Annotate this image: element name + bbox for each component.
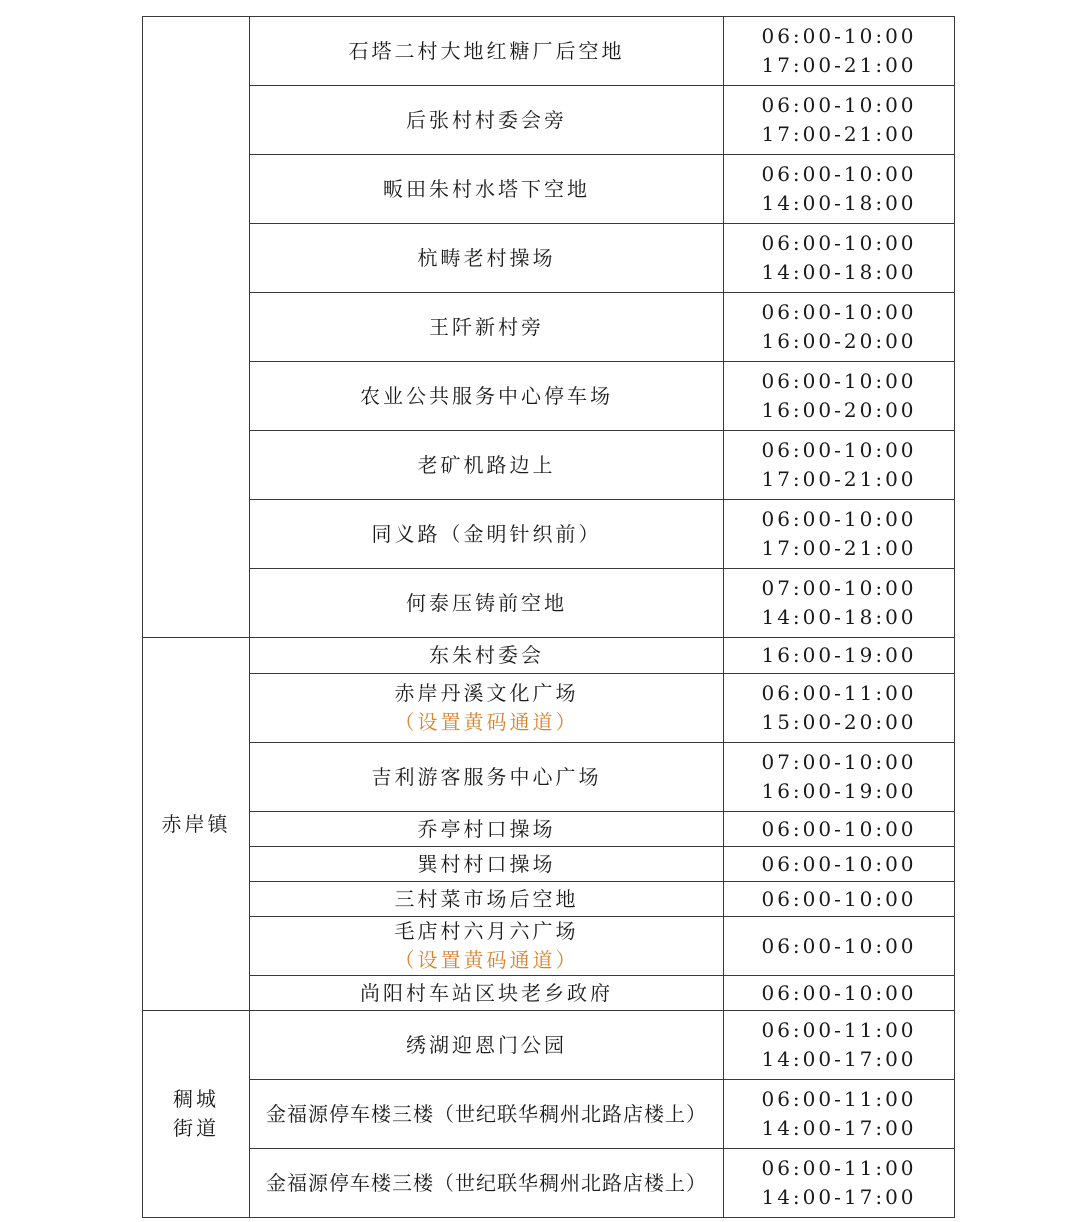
time-cell — [724, 17, 955, 86]
site-cell: 东朱村委会 — [250, 638, 724, 674]
site-cell: 农业公共服务中心停车场 — [250, 362, 724, 431]
table-row — [143, 17, 955, 86]
time-slot: 14:00-18:00 — [761, 260, 917, 284]
time-slot: 16:00-20:00 — [761, 329, 917, 353]
yellow-code-note: （设置黄码通道） — [394, 710, 579, 734]
time-slot: 06:00-11:00 — [761, 1018, 917, 1042]
table-row — [143, 638, 955, 674]
time-slot: 06:00-10:00 — [761, 507, 917, 531]
table-row — [143, 812, 955, 847]
district-cell — [143, 1011, 250, 1218]
yellow-code-note: （设置黄码通道） — [394, 948, 579, 972]
time-cell — [724, 882, 955, 917]
site-cell: 王阡新村旁 — [250, 293, 724, 362]
time-slot: 16:00-19:00 — [761, 643, 917, 667]
site-cell: 老矿机路边上 — [250, 431, 724, 500]
time-slot: 14:00-17:00 — [761, 1116, 917, 1140]
time-slot: 15:00-20:00 — [761, 710, 917, 734]
time-slot: 17:00-21:00 — [761, 53, 917, 77]
time-cell — [724, 431, 955, 500]
district-line: 稠城 — [173, 1087, 219, 1111]
time-slot: 06:00-10:00 — [761, 886, 917, 911]
table-row — [143, 976, 955, 1011]
site-cell: 后张村村委会旁 — [250, 86, 724, 155]
site-name: 毛店村六月六广场 — [394, 919, 579, 943]
time-slot: 06:00-10:00 — [761, 980, 917, 1005]
site-cell — [250, 674, 724, 743]
site-cell: 三村菜市场后空地 — [250, 882, 724, 917]
table-row — [143, 1011, 955, 1080]
table-row — [143, 569, 955, 638]
table-row — [143, 1080, 955, 1149]
time-cell — [724, 976, 955, 1011]
table-row — [143, 362, 955, 431]
site-cell: 绣湖迎恩门公园 — [250, 1011, 724, 1080]
site-cell: 吉利游客服务中心广场 — [250, 743, 724, 812]
time-slot: 06:00-11:00 — [761, 1087, 917, 1111]
time-slot: 06:00-10:00 — [761, 24, 917, 48]
site-cell: 巽村村口操场 — [250, 847, 724, 882]
table-row — [143, 847, 955, 882]
time-slot: 14:00-18:00 — [761, 191, 917, 215]
time-slot: 16:00-20:00 — [761, 398, 917, 422]
time-slot: 14:00-18:00 — [761, 605, 917, 629]
time-cell — [724, 155, 955, 224]
time-slot: 06:00-10:00 — [761, 93, 917, 117]
time-cell — [724, 638, 955, 674]
time-slot: 06:00-10:00 — [761, 231, 917, 255]
time-slot: 06:00-10:00 — [761, 933, 917, 958]
time-cell — [724, 1080, 955, 1149]
table-row — [143, 1149, 955, 1218]
site-cell: 畈田朱村水塔下空地 — [250, 155, 724, 224]
site-cell: 金福源停车楼三楼（世纪联华稠州北路店楼上） — [250, 1080, 724, 1149]
time-cell — [724, 743, 955, 812]
time-cell — [724, 569, 955, 638]
time-slot: 14:00-17:00 — [761, 1047, 917, 1071]
district-cell: 赤岸镇 — [143, 638, 250, 1011]
time-cell — [724, 1011, 955, 1080]
time-slot: 06:00-11:00 — [761, 1156, 917, 1180]
time-slot: 06:00-10:00 — [761, 816, 917, 841]
table-row — [143, 293, 955, 362]
time-cell — [724, 500, 955, 569]
time-slot: 07:00-10:00 — [761, 576, 917, 600]
site-cell: 何泰压铸前空地 — [250, 569, 724, 638]
site-cell: 同义路（金明针织前） — [250, 500, 724, 569]
site-cell — [250, 917, 724, 976]
time-slot: 06:00-11:00 — [761, 681, 917, 705]
time-slot: 17:00-21:00 — [761, 467, 917, 491]
time-slot: 16:00-19:00 — [761, 779, 917, 803]
site-cell: 杭畴老村操场 — [250, 224, 724, 293]
time-slot: 06:00-10:00 — [761, 851, 917, 876]
time-slot: 14:00-17:00 — [761, 1185, 917, 1209]
table-row — [143, 431, 955, 500]
time-cell — [724, 847, 955, 882]
site-cell: 石塔二村大地红糖厂后空地 — [250, 17, 724, 86]
time-cell — [724, 362, 955, 431]
time-cell — [724, 1149, 955, 1218]
time-slot: 06:00-10:00 — [761, 300, 917, 324]
table-row — [143, 155, 955, 224]
site-cell: 乔亭村口操场 — [250, 812, 724, 847]
time-cell — [724, 224, 955, 293]
table-row — [143, 674, 955, 743]
site-name: 赤岸丹溪文化广场 — [394, 681, 579, 705]
district-cell — [143, 17, 250, 638]
time-cell — [724, 674, 955, 743]
table-row — [143, 86, 955, 155]
table-row — [143, 500, 955, 569]
district-line: 街道 — [173, 1116, 219, 1140]
time-slot: 07:00-10:00 — [761, 750, 917, 774]
table-row — [143, 743, 955, 812]
time-slot: 06:00-10:00 — [761, 162, 917, 186]
site-cell: 尚阳村车站区块老乡政府 — [250, 976, 724, 1011]
table-row — [143, 882, 955, 917]
site-cell: 金福源停车楼三楼（世纪联华稠州北路店楼上） — [250, 1149, 724, 1218]
time-slot: 06:00-10:00 — [761, 369, 917, 393]
time-slot: 17:00-21:00 — [761, 122, 917, 146]
table-row — [143, 917, 955, 976]
time-cell — [724, 812, 955, 847]
time-cell — [724, 86, 955, 155]
time-slot: 06:00-10:00 — [761, 438, 917, 462]
time-slot: 17:00-21:00 — [761, 536, 917, 560]
testing-sites-table — [142, 16, 955, 1218]
time-cell — [724, 917, 955, 976]
time-cell — [724, 293, 955, 362]
table-row — [143, 224, 955, 293]
